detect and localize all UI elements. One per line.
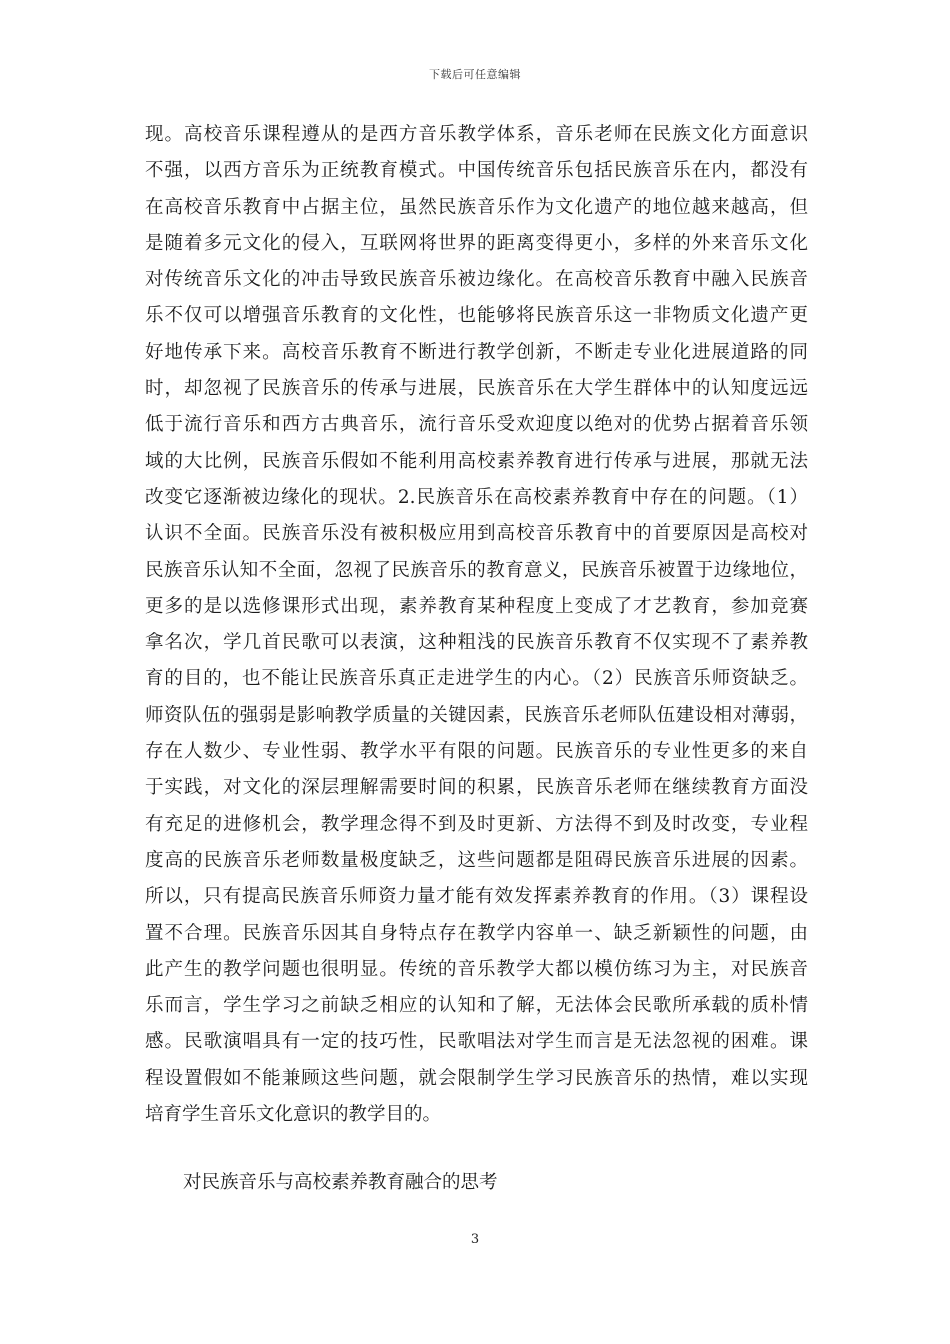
- text-line: 不强，以西方音乐为正统教育模式。中国传统音乐包括民族音乐在内，都没有: [145, 160, 808, 182]
- section-heading: 对民族音乐与高校素养教育融合的思考: [183, 1172, 498, 1193]
- text-line: 存在人数少、专业性弱、教学水平有限的问题。民族音乐的专业性更多的来自: [145, 741, 808, 763]
- text-line: 有充足的进修机会，教学理念得不到及时更新、方法得不到及时改变，专业程: [145, 813, 808, 835]
- text-line: 乐不仅可以增强音乐教育的文化性，也能够将民族音乐这一非物质文化遗产更: [145, 305, 808, 327]
- text-line: 拿名次，学几首民歌可以表演，这种粗浅的民族音乐教育不仅实现不了素养教: [145, 632, 808, 654]
- text-line: 民族音乐认知不全面，忽视了民族音乐的教育意义，民族音乐被置于边缘地位，: [145, 559, 808, 581]
- text-line: 感。民歌演唱具有一定的技巧性，民歌唱法对学生而言是无法忽视的困难。课: [145, 1031, 808, 1053]
- text-line: 在高校音乐教育中占据主位，虽然民族音乐作为文化遗产的地位越来越高，但: [145, 196, 808, 218]
- body-paragraph: [145, 117, 808, 1133]
- text-line: 师资队伍的强弱是影响教学质量的关键因素，民族音乐老师队伍建设相对薄弱，: [145, 704, 808, 726]
- text-line: 于实践，对文化的深层理解需要时间的积累，民族音乐老师在继续教育方面没: [145, 777, 808, 799]
- text-line: 时，却忽视了民族音乐的传承与进展，民族音乐在大学生群体中的认知度远远: [145, 378, 808, 400]
- text-line: 好地传承下来。高校音乐教育不断进行教学创新，不断走专业化进展道路的同: [145, 341, 808, 363]
- text-line: 程设置假如不能兼顾这些问题，就会限制学生学习民族音乐的热情，难以实现: [145, 1067, 808, 1089]
- text-line: 现。高校音乐课程遵从的是西方音乐教学体系，音乐老师在民族文化方面意识: [145, 124, 808, 145]
- text-line: 培育学生音乐文化意识的教学目的。: [145, 1104, 442, 1126]
- text-line: 更多的是以选修课形式出现，素养教育某种程度上变成了才艺教育，参加竞赛: [145, 595, 808, 617]
- text-line: 所以，只有提高民族音乐师资力量才能有效发挥素养教育的作用。（3）课程设: [145, 886, 808, 908]
- text-line: 是随着多元文化的侵入，互联网将世界的距离变得更小，多样的外来音乐文化: [145, 232, 808, 254]
- text-line: 域的大比例，民族音乐假如不能利用高校素养教育进行传承与进展，那就无法: [145, 450, 808, 472]
- text-line: 低于流行音乐和西方古典音乐，流行音乐受欢迎度以绝对的优势占据着音乐领: [145, 414, 808, 436]
- page-header: 下载后可任意编辑: [429, 68, 521, 81]
- page-number: 3: [470, 1232, 480, 1247]
- text-line: 育的目的，也不能让民族音乐真正走进学生的内心。（2）民族音乐师资缺乏。: [145, 668, 808, 690]
- text-line: 度高的民族音乐老师数量极度缺乏，这些问题都是阻碍民族音乐进展的因素。: [145, 849, 808, 871]
- text-line: 认识不全面。民族音乐没有被积极应用到高校音乐教育中的首要原因是高校对: [145, 523, 808, 545]
- text-line: 置不合理。民族音乐因其自身特点存在教学内容单一、缺乏新颖性的问题，由: [145, 922, 808, 944]
- text-line: 此产生的教学问题也很明显。传统的音乐教学大都以模仿练习为主，对民族音: [145, 958, 808, 980]
- text-line: 乐而言，学生学习之前缺乏相应的认知和了解，无法体会民歌所承载的质朴情: [145, 995, 808, 1017]
- text-line: 改变它逐渐被边缘化的现状。2.民族音乐在高校素养教育中存在的问题。（1）: [145, 486, 808, 508]
- text-line: 对传统音乐文化的冲击导致民族音乐被边缘化。在高校音乐教育中融入民族音: [145, 269, 808, 291]
